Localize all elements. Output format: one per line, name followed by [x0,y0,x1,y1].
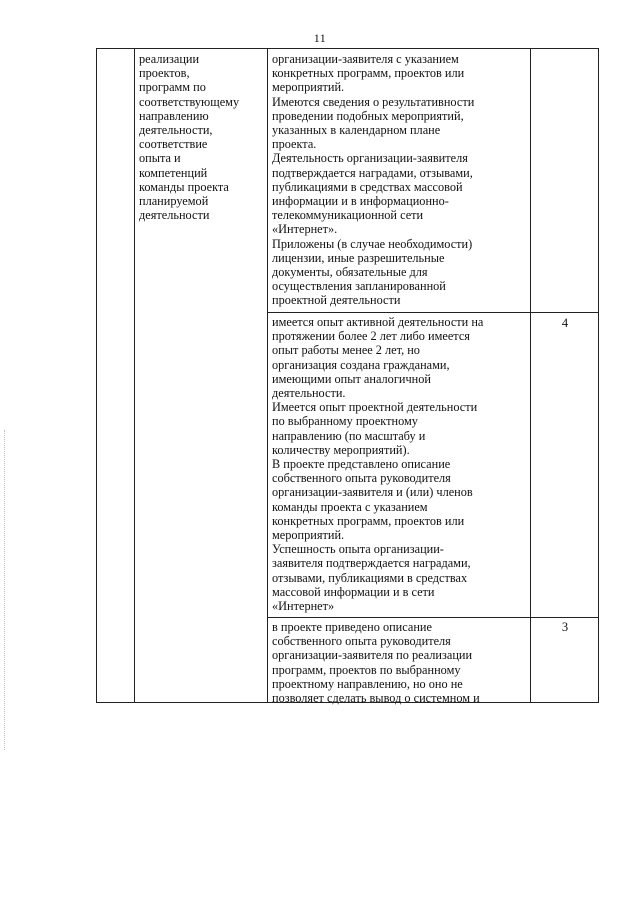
criterion-cell: реализации проектов, программ по соответствующему направлению деятельности, соответствие опыта и компетенций команды проекта планируемой деятельности [139,52,240,223]
row-description: организации-заявителя с указанием конкретных программ, проектов или мероприятий. Имеются сведения о результативности проведении подобных мероприятий, указанных в календарном плане проекта. Деятельность организации-заявителя подтверждается наградами, отзывами, публикациями в средствах массовой информации и в информационно- телекоммуникационной сети «Интернет». Приложены (в случае необходимости) лицензии, иные разрешительные документы, обязательные для осуществления запланированной проектной деятельности [272,52,475,308]
row-description: имеется опыт активной деятельности на протяжении более 2 лет либо имеется опыт работы менее 2 лет, но организация создана гражданами, имеющими опыт аналогичной деятельности. Имеется опыт проектной деятельности по выбранному проектному направлению (по масштабу и количеству мероприятий). В проекте представлено описание собственного опыта руководителя организации-заявителя и (или) членов команды проекта с указанием конкретных программ, проектов или мероприятий. Успешность опыта организации- заявителя подтверждается наградами, отзывами, публикациями в средствах массовой информации и в сети «Интернет» [272,315,484,614]
column-divider-2 [267,48,268,703]
column-divider-3 [530,48,531,703]
column-divider-1 [134,48,135,703]
table-left-border [96,48,97,703]
scan-margin-marks [4,430,9,750]
page-number: 11 [313,31,327,45]
table-top-border [96,48,598,49]
row-divider-1 [267,312,598,313]
row-score: 4 [561,316,569,330]
row-divider-2 [267,617,598,618]
row-score: 3 [561,620,569,634]
table-right-border [598,48,599,703]
row-description: в проекте приведено описание собственного опыта руководителя организации-заявителя по реализации программ, проектов по выбранному проектному направлению, но оно не позволяет сделать вывод о системном и [272,620,480,706]
